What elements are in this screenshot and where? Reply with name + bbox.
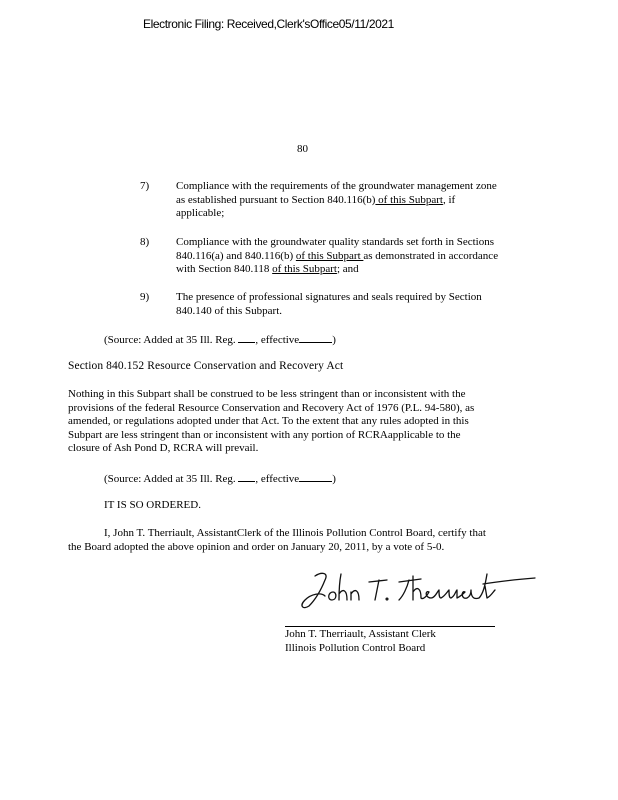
- item-line: as established pursuant to Section 840.116(b) of this Subpart, if: [176, 193, 456, 206]
- item-line: Compliance with the requirements of the groundwater management zone: [176, 180, 497, 192]
- list-item: [140, 236, 540, 278]
- list-item: [140, 180, 540, 222]
- item-line: with Section 840.118 of this Subpart; and: [176, 263, 359, 275]
- signature-block: [285, 628, 436, 655]
- order-statement: IT IS SO ORDERED.: [104, 499, 201, 511]
- section-body: [68, 388, 548, 456]
- item-number: 8): [140, 236, 150, 248]
- handwritten-signature: [295, 566, 545, 616]
- certification: [68, 527, 486, 554]
- certification-line: the Board adopted the above opinion and order on January 20, 2011, by a vote of 5-0.: [68, 540, 445, 553]
- body-line: Nothing in this Subpart shall be construed to be less stringent than or inconsistent with the: [68, 388, 466, 400]
- filing-stamp: Electronic Filing: Received,Clerk'sOffice05/11/2021: [143, 17, 394, 31]
- signer-organization: Illinois Pollution Control Board: [285, 641, 426, 654]
- item-text: [176, 180, 536, 221]
- list-item: [140, 291, 540, 319]
- signature-line: [285, 626, 495, 627]
- item-number: 7): [140, 180, 150, 192]
- item-line: Compliance with the groundwater quality standards set forth in Sections: [176, 236, 495, 248]
- item-line: 840.116(a) and 840.116(b) of this Subpart as demonstrated in accordance: [176, 249, 499, 262]
- body-line: Subpart are less stringent than or inconsistent with any portion of RCRAapplicable to the: [68, 428, 461, 441]
- item-line: applicable;: [176, 207, 225, 219]
- item-text: [176, 291, 536, 318]
- body-line: provisions of the federal Resource Conservation and Recovery Act of 1976 (P.L. 94-580), as: [68, 401, 475, 414]
- source-note: (Source: Added at 35 Ill. Reg. , effective ): [104, 334, 336, 346]
- certification-line: I, John T. Therriault, AssistantClerk of the Illinois Pollution Control Board, certify that: [104, 527, 486, 539]
- item-line: The presence of professional signatures and seals required by Section: [176, 291, 482, 303]
- item-line: 840.140 of this Subpart.: [176, 304, 283, 317]
- section-heading: Section 840.152 Resource Conservation and Recovery Act: [68, 360, 344, 372]
- body-line: amended, or regulations adopted under that Act. To the extent that any rules adopted in this: [68, 415, 469, 427]
- subpart-link-text: of this Subpart: [375, 193, 443, 206]
- subpart-link-text: of this Subpart: [295, 249, 364, 262]
- body-line: closure of Ash Pond D, RCRA will prevail.: [68, 442, 259, 454]
- source-note: (Source: Added at 35 Ill. Reg. , effective ): [104, 473, 336, 485]
- subpart-link-text: of this Subpart: [272, 263, 337, 275]
- item-number: 9): [140, 291, 150, 303]
- item-text: [176, 236, 536, 277]
- signer-name-title: John T. Therriault, Assistant Clerk: [285, 628, 436, 640]
- page-number: 80: [297, 143, 308, 155]
